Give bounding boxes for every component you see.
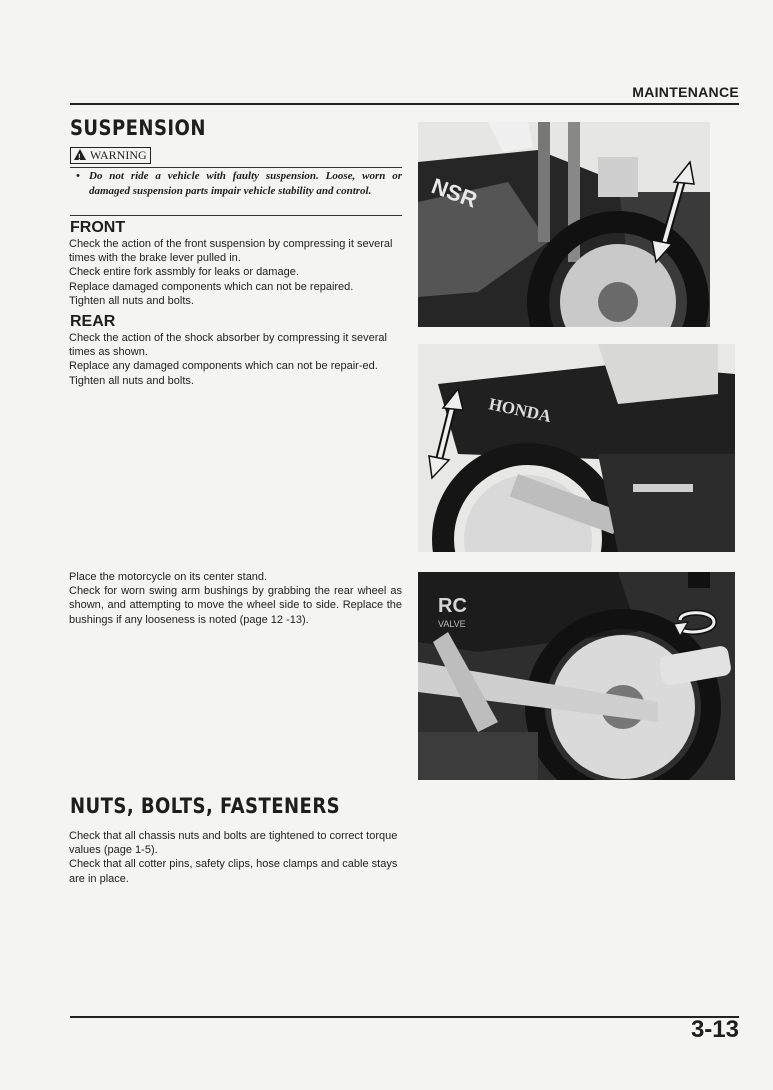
rear-text — [69, 331, 402, 388]
nsr-logo: NSR — [428, 173, 481, 213]
rear-line: Replace any damaged components which can not be repair-ed. — [69, 360, 378, 373]
warning-label-text: WARNING — [90, 148, 147, 162]
front-text — [69, 237, 402, 308]
header-rule — [70, 103, 739, 105]
front-line: Check the action of the front suspension by compressing it several times with the brake lever pulled in. — [69, 238, 393, 265]
rear-heading: REAR — [70, 313, 116, 330]
rc-badge: RC — [438, 595, 467, 617]
warning-label — [70, 147, 151, 164]
front-line: Tighten all nuts and bolts. — [69, 294, 194, 307]
rear-line: Tighten all nuts and bolts. — [69, 374, 194, 387]
front-heading: FRONT — [70, 219, 126, 236]
honda-logo: HONDA — [487, 394, 554, 427]
nuts-bolts-title: NUTS, BOLTS, FASTENERS — [70, 794, 341, 818]
warning-rule-top — [70, 167, 402, 168]
nuts-line: Check that all cotter pins, safety clips, hose clamps and cable stays are in place. — [69, 858, 398, 885]
swing-arm-line: Check for worn swing arm bushings by grabbing the rear wheel as shown, and attempting to move the wheel side to side. Replace the bushings if any looseness is noted (page 12 -13). — [69, 585, 402, 626]
warning-rule-bottom — [70, 215, 402, 216]
front-line: Check entire fork assmbly for leaks or damage. — [69, 266, 299, 279]
front-suspension-photo — [418, 122, 710, 327]
page-number: 3-13 — [690, 1016, 739, 1043]
valve-badge: VALVE — [438, 619, 466, 629]
nuts-line: Check that all chassis nuts and bolts are tightened to correct torque values (page 1-5). — [69, 830, 398, 857]
swing-arm-text — [69, 570, 402, 627]
swing-arm-line: Place the motorcycle on its center stand. — [69, 571, 268, 583]
running-head: MAINTENANCE — [632, 84, 739, 100]
rear-shock-photo — [418, 344, 735, 552]
warning-triangle-icon — [74, 149, 86, 160]
bullet-icon: • — [76, 170, 80, 182]
warning-text — [76, 169, 402, 198]
footer-rule — [70, 1016, 739, 1018]
warning-body: Do not ride a vehicle with faulty suspension. Loose, worn or damaged suspension parts impair vehicle stability and control. — [89, 170, 402, 197]
rear-line: Check the action of the shock absorber by compressing it several times as shown. — [69, 332, 387, 359]
swing-arm-photo — [418, 572, 735, 780]
front-line: Replace damaged components which can not be repaired. — [69, 280, 354, 293]
suspension-title: SUSPENSION — [70, 116, 206, 140]
nuts-text — [69, 829, 402, 886]
